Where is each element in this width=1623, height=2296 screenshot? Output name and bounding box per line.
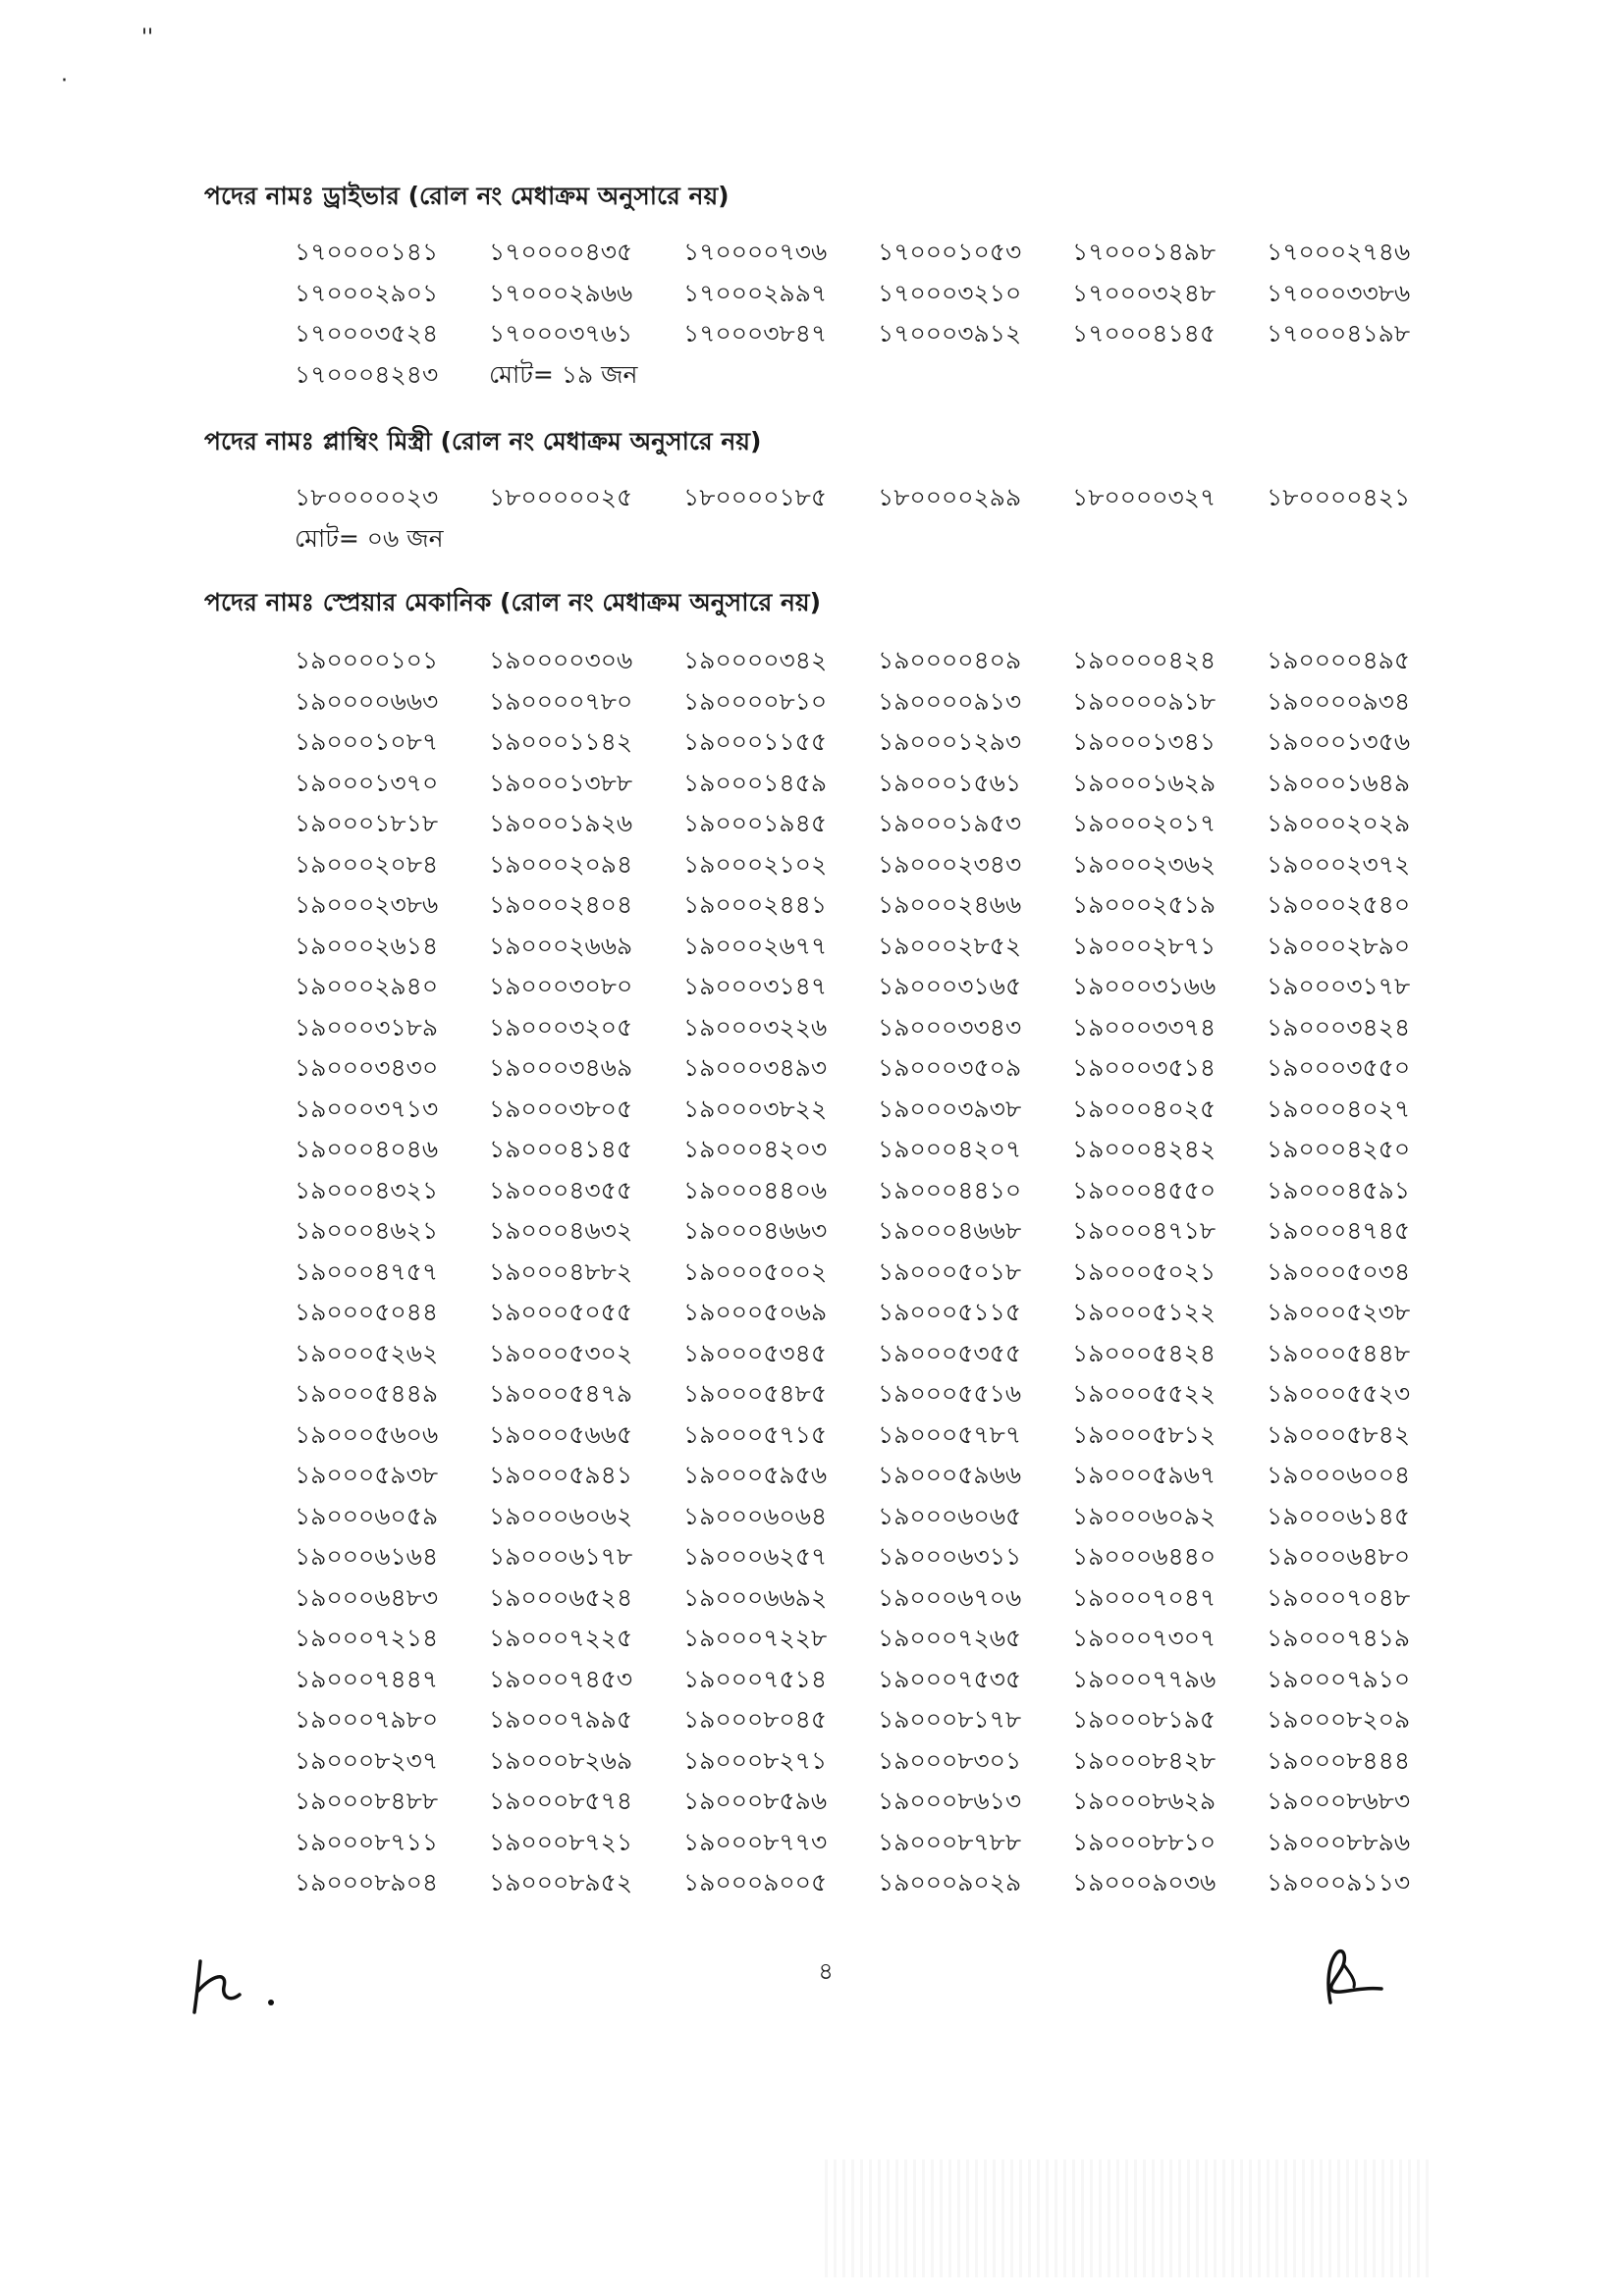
roll-number: ১৮০০০০২৯৯ [878,483,1022,511]
roll-number: ১৯০০০৩৯৩৮ [878,1094,1022,1123]
roll-grid-sprayer [295,640,1461,1903]
roll-number: ১৭০০০৩৮৪৭ [683,319,828,347]
roll-number: ১৭০০০৩৭৬১ [489,319,633,347]
roll-number: ১৯০০০৫০৬৯ [683,1298,828,1326]
roll-number: ১৯০০০৪৩২১ [295,1175,439,1204]
roll-number: ১৯০০০১৪৫৯ [683,768,828,797]
roll-number: ১৯০০০৩৪৩০ [295,1053,439,1082]
roll-number: ১৯০০০৬৩১১ [878,1542,1022,1571]
roll-number: ১৯০০০৭৯৯৫ [489,1705,633,1734]
roll-number: ১৯০০০৪৬৬৮ [878,1216,1022,1245]
roll-number: ১৭০০০০১৪১ [295,238,439,266]
roll-number: ১৯০০০৫৪৪৯ [295,1379,439,1408]
roll-number: ১৯০০০৫০৪৪ [295,1298,439,1326]
roll-number: ১৯০০০৩২২৬ [683,1012,828,1041]
roll-number: ১৯০০০২৩৮৬ [295,890,439,919]
roll-number: ১৯০০০০৩৪২ [683,646,828,674]
roll-number: ১৯০০০১২৯৩ [878,727,1022,756]
scan-speck-left: · [61,69,68,93]
roll-number: ১৯০০০৫৪৭৯ [489,1379,633,1408]
roll-number: ১৯০০০৮৪৪৪ [1267,1745,1411,1775]
roll-number: ১৯০০০৭০৪৭ [1072,1582,1217,1612]
roll-number: ১৯০০০৪৭৪৫ [1267,1216,1411,1245]
roll-number: ১৯০০০২৯৪০ [295,972,439,1000]
roll-number: ১৯০০০০৪৯৫ [1267,646,1411,674]
roll-number: ১৯০০০৫০১৮ [878,1256,1022,1286]
roll-number: ১৯০০০০৪২৪ [1072,646,1217,674]
roll-number: ১৭০০০১০৫৩ [878,238,1022,266]
roll-number: ১৭০০০৩২৪৮ [1072,278,1217,307]
roll-number: ১৭০০০১৪৯৮ [1072,238,1217,266]
roll-number: ১৯০০০৫৬৬৫ [489,1419,633,1449]
roll-number: ১৯০০০১৩৪১ [1072,727,1217,756]
roll-number: ১৯০০০৬১৭৮ [489,1542,633,1571]
roll-number: ১৯০০০৫৯৫৬ [683,1461,828,1489]
roll-number: ১৯০০০৮৮৯৬ [1267,1827,1411,1856]
roll-number: ১৯০০০৮২০৯ [1267,1705,1411,1734]
roll-number: ১৯০০০৮৫৭৪ [489,1787,633,1815]
roll-number: ১৯০০০৩৩৭৪ [1072,1012,1217,1041]
roll-grid-driver [295,232,1461,395]
roll-number: ১৯০০০০৯৩৪ [1267,686,1411,716]
roll-number: ১৯০০০২৬১৪ [295,931,439,960]
roll-number: ১৯০০০২০২৯ [1267,809,1411,837]
roll-number: ১৯০০০৪৮৮২ [489,1256,633,1286]
roll-number: ১৯০০০০৯১৮ [1072,686,1217,716]
roll-number: ১৯০০০৩৭১৩ [295,1094,439,1123]
roll-number: ১৯০০০১৬২৯ [1072,768,1217,797]
roll-number: ১৯০০০৫৩০২ [489,1338,633,1367]
roll-number: ১৮০০০০৩২৭ [1072,483,1217,511]
roll-number: ১৯০০০৮২৬৯ [489,1745,633,1775]
roll-number: ১৯০০০৮৯০৪ [295,1868,439,1896]
roll-number: ১৯০০০২৩৭২ [1267,849,1411,879]
roll-number: ১৯০০০৫২৬২ [295,1338,439,1367]
roll-number: ১৯০০০১১৫৫ [683,727,828,756]
roll-number: ১৯০০০৬৪৮০ [1267,1542,1411,1571]
roll-number: ১৯০০০৪২৪২ [1072,1135,1217,1163]
signature-right [1311,1944,1399,2012]
roll-number: ১৭০০০৪১৯৮ [1267,319,1411,347]
roll-number: ১৯০০০২৬৭৭ [683,931,828,960]
total-count: মোট= ১৯ জন [489,359,638,389]
roll-number: ১৯০০০৭৯১০ [1267,1664,1411,1693]
roll-number: ১৯০০০৬৫২৪ [489,1582,633,1612]
roll-number: ১৯০০০৫৩৪৫ [683,1338,828,1367]
roll-number: ১৯০০০৫৩৫৫ [878,1338,1022,1367]
roll-number: ১৯০০০৫২৩৮ [1267,1298,1411,1326]
roll-number: ১৯০০০৫৮৪২ [1267,1419,1411,1449]
roll-number: ১৯০০০৫১১৫ [878,1298,1022,1326]
roll-number: ১৯০০০৮৬৮৩ [1267,1787,1411,1815]
roll-number: ১৯০০০৮৭১১ [295,1827,439,1856]
roll-number: ১৭০০০০৪৩৫ [489,238,633,266]
roll-number: ১৯০০০১৩৫৬ [1267,727,1411,756]
roll-number: ১৯০০০৬২৫৭ [683,1542,828,1571]
roll-number: ১৯০০০৭৭৯৬ [1072,1664,1217,1693]
roll-number: ১৯০০০২০১৭ [1072,809,1217,837]
roll-number: ১৯০০০১০৮৭ [295,727,439,756]
roll-number: ১৯০০০৬৬৯২ [683,1582,828,1612]
roll-number: ১৯০০০৮৪২৮ [1072,1745,1217,1775]
roll-number: ১৯০০০৭৪৫৩ [489,1664,633,1693]
roll-number: ১৯০০০৩১৭৮ [1267,972,1411,1000]
roll-number: ১৭০০০৪২৪৩ [295,359,439,389]
roll-number: ১৭০০০৪১৪৫ [1072,319,1217,347]
roll-number: ১৯০০০৮৫৯৬ [683,1787,828,1815]
roll-number: ১৯০০০২০৮৪ [295,849,439,879]
roll-number: ১৭০০০৩৯১২ [878,319,1022,347]
roll-number: ১৯০০০৮৬১৩ [878,1787,1022,1815]
roll-number: ১৯০০০৫০৫৫ [489,1298,633,1326]
roll-number: ১৯০০০৬৭০৬ [878,1582,1022,1612]
roll-number: ১৯০০০৪৭১৮ [1072,1216,1217,1245]
roll-number: ১৯০০০৫৪২৪ [1072,1338,1217,1367]
roll-number: ১৯০০০০৪০৯ [878,646,1022,674]
roll-number: ১৯০০০৪০৪৬ [295,1135,439,1163]
roll-number: ১৯০০০২৩৬২ [1072,849,1217,879]
roll-number: ১৯০০০৪৫৫০ [1072,1175,1217,1204]
roll-number: ১৯০০০৬০৫৯ [295,1501,439,1530]
roll-number: ১৯০০০৪৩৫৫ [489,1175,633,1204]
roll-number: ১৯০০০৫৮১২ [1072,1419,1217,1449]
roll-number: ১৯০০০৪৫৯১ [1267,1175,1411,1204]
roll-number: ১৯০০০৪৭৫৭ [295,1256,439,1286]
scan-speck-top: '' [141,26,154,50]
roll-number: ১৯০০০৪৬২১ [295,1216,439,1245]
roll-number: ১৯০০০৮৬২৯ [1072,1787,1217,1815]
roll-number: ১৯০০০৫১২২ [1072,1298,1217,1326]
roll-number: ১৯০০০৪৬৩২ [489,1216,633,1245]
roll-number: ১৯০০০৬১৪৫ [1267,1501,1411,1530]
roll-number: ১৯০০০০৩০৬ [489,646,633,674]
roll-number: ১৯০০০৩১৬৬ [1072,972,1217,1000]
roll-number: ১৭০০০৩৩৮৬ [1267,278,1411,307]
roll-number: ১৭০০০২৭৪৬ [1267,238,1411,266]
roll-number: ১৯০০০১৯৫৩ [878,809,1022,837]
roll-number: ১৯০০০৩৩৪৩ [878,1012,1022,1041]
roll-number: ১৯০০০৮১৭৮ [878,1705,1022,1734]
roll-number: ১৯০০০৫০০২ [683,1256,828,1286]
roll-number: ১৯০০০৩৪৯৩ [683,1053,828,1082]
roll-number: ১৯০০০৪২৫০ [1267,1135,1411,1163]
roll-number: ১৯০০০৯০৩৬ [1072,1868,1217,1896]
roll-number: ১৯০০০৮৪৮৮ [295,1787,439,1815]
roll-number: ১৯০০০২৮৫২ [878,931,1022,960]
roll-number: ১৯০০০৪৬৬৩ [683,1216,828,1245]
roll-number: ১৯০০০২৪০৪ [489,890,633,919]
roll-number: ১৯০০০৭০৪৮ [1267,1582,1411,1612]
roll-number: ১৯০০০৫৯৪১ [489,1461,633,1489]
roll-number: ১৭০০০০৭৩৬ [683,238,828,266]
roll-number: ১৯০০০৯০০৫ [683,1868,828,1896]
roll-number: ১৯০০০১৩৭০ [295,768,439,797]
roll-number: ১৯০০০৫৪৮৫ [683,1379,828,1408]
roll-number: ১৯০০০২৬৬৯ [489,931,633,960]
roll-number: ১৯০০০৫৯৬৭ [1072,1461,1217,1489]
roll-number: ১৯০০০৪১৪৫ [489,1135,633,1163]
roll-number: ১৯০০০৮৭৮৮ [878,1827,1022,1856]
total-count: মোট= ০৬ জন [295,523,444,553]
roll-number: ১৯০০০২১০২ [683,849,828,879]
roll-number: ১৯০০০২৫৪০ [1267,890,1411,919]
roll-number: ১৯০০০৬০০৪ [1267,1461,1411,1489]
roll-number: ১৯০০০৮১৯৫ [1072,1705,1217,1734]
roll-number: ১৯০০০৫৯৩৮ [295,1461,439,1489]
roll-number: ১৯০০০৮০৪৫ [683,1705,828,1734]
roll-number: ১৯০০০৭৫১৪ [683,1664,828,1693]
roll-number: ১৭০০০২৯৯৭ [683,278,828,307]
roll-number: ১৯০০০৪২০৩ [683,1135,828,1163]
roll-number: ১৯০০০৩৮০৫ [489,1094,633,1123]
roll-number: ১৯০০০১৯৪৫ [683,809,828,837]
roll-number: ১৯০০০৫৯৬৬ [878,1461,1022,1489]
roll-number: ১৯০০০১৮১৮ [295,809,439,837]
roll-number: ১৯০০০৮২৩৭ [295,1745,439,1775]
roll-number: ১৯০০০০৮১০ [683,686,828,716]
roll-number: ১৯০০০৩১৬৫ [878,972,1022,1000]
roll-number: ১৮০০০০১৮৫ [683,483,828,511]
roll-number: ১৯০০০২৪৪১ [683,890,828,919]
roll-number: ১৯০০০২৫১৯ [1072,890,1217,919]
roll-number: ১৭০০০২৯৬৬ [489,278,633,307]
roll-number: ১৯০০০০৬৬৩ [295,686,439,716]
roll-number: ১৯০০০৮৭৭৩ [683,1827,828,1856]
roll-number: ১৯০০০৯১১৩ [1267,1868,1411,1896]
roll-number: ১৯০০০০৭৮০ [489,686,633,716]
roll-number: ১৯০০০৫০২১ [1072,1256,1217,1286]
roll-number: ১৯০০০৭২১৪ [295,1624,439,1652]
roll-number: ১৯০০০৭২২৫ [489,1624,633,1652]
roll-number: ১৯০০০৫৭১৫ [683,1419,828,1449]
roll-number: ১৮০০০০০২৩ [295,483,439,511]
roll-number: ১৯০০০৪২০৭ [878,1135,1022,1163]
roll-number: ১৯০০০৭২২৮ [683,1624,828,1652]
roll-number: ১৯০০০৮২৭১ [683,1745,828,1775]
roll-number: ১৭০০০৩২১০ [878,278,1022,307]
roll-number: ১৯০০০৪০২৫ [1072,1094,1217,1123]
roll-number: ১৯০০০৩০৮০ [489,972,633,1000]
roll-number: ১৯০০০৮৮১০ [1072,1827,1217,1856]
roll-number: ১৯০০০৮৭২১ [489,1827,633,1856]
roll-number: ১৯০০০৮৯৫২ [489,1868,633,1896]
roll-number: ১৯০০০৭২৬৫ [878,1624,1022,1652]
roll-number: ১৯০০০৩৫১৪ [1072,1053,1217,1082]
roll-number: ১৯০০০০১০১ [295,646,439,674]
roll-number: ১৯০০০৬৪৮৩ [295,1582,439,1612]
roll-number: ১৯০০০৪৪১০ [878,1175,1022,1204]
roll-number: ১৯০০০৭৪১৯ [1267,1624,1411,1652]
roll-number: ১৮০০০০৪২১ [1267,483,1411,511]
roll-number: ১৯০০০২৮৯০ [1267,931,1411,960]
roll-number: ১৯০০০১৫৬১ [878,768,1022,797]
roll-number: ১৯০০০২৪৬৬ [878,890,1022,919]
roll-number: ১৭০০০২৯০১ [295,278,439,307]
roll-number: ১৯০০০৫৬০৬ [295,1419,439,1449]
roll-number: ১৯০০০৩২০৫ [489,1012,633,1041]
roll-number: ১৯০০০৩৪২৪ [1267,1012,1411,1041]
roll-number: ১৯০০০৫৪৪৮ [1267,1338,1411,1367]
roll-number: ১৯০০০১৩৮৮ [489,768,633,797]
page-number: ৪ [818,1957,834,1985]
roll-number: ১৯০০০৫৭৮৭ [878,1419,1022,1449]
roll-number: ১৯০০০৬০৬৪ [683,1501,828,1530]
roll-number: ১৯০০০৫৫১৬ [878,1379,1022,1408]
roll-number: ১৯০০০১৯২৬ [489,809,633,837]
roll-number: ১৯০০০৫৫২৩ [1267,1379,1411,1408]
roll-number: ১৯০০০৬০৯২ [1072,1501,1217,1530]
roll-number: ১৯০০০১৬৪৯ [1267,768,1411,797]
roll-number: ১৯০০০৭৫৩৫ [878,1664,1022,1693]
roll-number: ১৯০০০৪০২৭ [1267,1094,1411,1123]
roll-number: ১৯০০০৯০২৯ [878,1868,1022,1896]
roll-number: ১৯০০০৮৩০১ [878,1745,1022,1775]
signature-left [187,1953,295,2022]
roll-number: ১৯০০০৪৪০৬ [683,1175,828,1204]
roll-number: ১৯০০০৫০৩৪ [1267,1256,1411,1286]
scan-noise [825,2160,1434,2277]
roll-number: ১৯০০০২৮৭১ [1072,931,1217,960]
roll-number: ১৯০০০৩১৪৭ [683,972,828,1000]
roll-number: ১৯০০০১১৪২ [489,727,633,756]
roll-number: ১৯০০০৩১৮৯ [295,1012,439,1041]
roll-number: ১৯০০০৬০৬৫ [878,1501,1022,1530]
roll-number: ১৯০০০৩৪৬৯ [489,1053,633,1082]
roll-number: ১৯০০০৭৪৪৭ [295,1664,439,1693]
section-heading-sprayer: পদের নামঃ স্প্রেয়ার মেকানিক (রোল নং মেধাক্রম অনুসারে নয়) [204,588,822,616]
roll-number: ১৯০০০৩৫৫০ [1267,1053,1411,1082]
roll-number: ১৯০০০৩৫০৯ [878,1053,1022,1082]
roll-number: ১৯০০০৭৯৮০ [295,1705,439,1734]
roll-number: ১৭০০০৩৫২৪ [295,319,439,347]
roll-number: ১৯০০০২৩৪৩ [878,849,1022,879]
roll-number: ১৯০০০৬৪৪০ [1072,1542,1217,1571]
roll-number: ১৯০০০৬০৬২ [489,1501,633,1530]
section-heading-plumbing: পদের নামঃ প্লাম্বিং মিস্ত্রী (রোল নং মেধাক্রম অনুসারে নয়) [204,427,762,455]
roll-number: ১৯০০০৫৫২২ [1072,1379,1217,1408]
roll-number: ১৮০০০০০২৫ [489,483,633,511]
roll-number: ১৯০০০৭৩০৭ [1072,1624,1217,1652]
section-heading-driver: পদের নামঃ ড্রাইভার (রোল নং মেধাক্রম অনুসারে নয়) [204,182,730,210]
roll-grid-plumbing [295,477,1461,559]
roll-number: ১৯০০০৩৮২২ [683,1094,828,1123]
roll-number: ১৯০০০২০৯৪ [489,849,633,879]
roll-number: ১৯০০০৬১৬৪ [295,1542,439,1571]
roll-number: ১৯০০০০৯১৩ [878,686,1022,716]
